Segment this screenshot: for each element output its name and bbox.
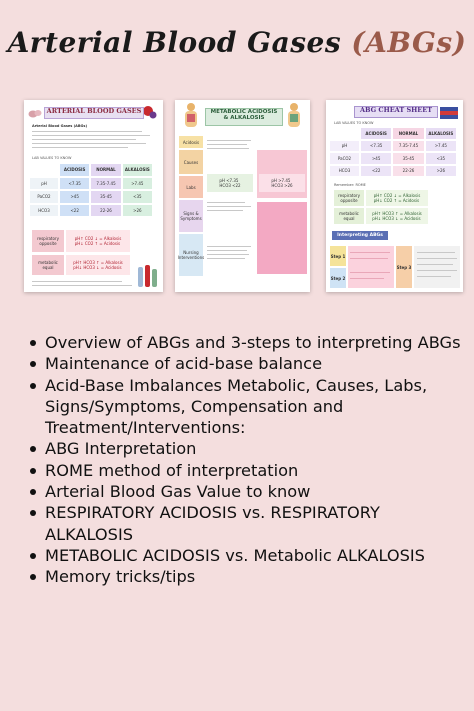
- table-col-header: NORMAL: [91, 164, 120, 176]
- feature-list-item: RESPIRATORY ACIDOSIS vs. RESPIRATORY ALKALOSIS: [24, 502, 469, 545]
- table-cell: >26: [426, 166, 456, 177]
- sheet2-col-acidosis: [205, 136, 255, 288]
- sheet1-values-label: LAB VALUES TO KNOW: [32, 156, 72, 160]
- table-row-label: HCO3: [30, 205, 58, 217]
- table-row-label: pH: [30, 178, 58, 190]
- sheet2-left-label: Acidosis: [179, 136, 203, 148]
- table-col-header: ACIDOSIS: [361, 128, 391, 139]
- feature-list-item: ABG Interpretation: [24, 438, 469, 459]
- sheet1-box1-value: pH↑ CO2 ↓ = Alkalosis pH↓ CO2 ↑ = Acidosis: [66, 230, 130, 252]
- feature-list-item: Memory tricks/tips: [24, 566, 469, 587]
- feature-list-item: ROME method of interpretation: [24, 460, 469, 481]
- sheet2-lab1: pH <7.35 HCO3 <22: [207, 174, 253, 192]
- sheet1-header: ARTERIAL BLOOD GASES: [44, 107, 144, 119]
- table-cell: 7.35-7.45: [91, 178, 120, 190]
- table-row-label: PaCO2: [330, 153, 359, 164]
- blood-cell-icon: [28, 105, 42, 117]
- title-main: Arterial Blood Gases: [7, 26, 342, 59]
- table-col-header: ALKALOSIS: [123, 164, 152, 176]
- sheet3-header: ABG CHEAT SHEET: [354, 106, 438, 118]
- sheet3-interp-label: Interpreting ABGs: [332, 231, 388, 240]
- table-cell: 7.35-7.45: [393, 141, 423, 152]
- sheet2-left-label: Causes: [179, 150, 203, 174]
- body-figure-right-icon: [281, 102, 307, 132]
- sheet3-rome-label: Remember: ROME: [334, 183, 366, 187]
- table-cell: <22: [361, 166, 391, 177]
- test-tube-icon: [136, 263, 158, 289]
- table-cell: <35: [426, 153, 456, 164]
- sheet2-left-label: Labs: [179, 176, 203, 198]
- sheet3-box2-value: pH↑ HCO3 ↑ = Alkalosis pH↓ HCO3 ↓ = Acidosis: [366, 208, 428, 224]
- table-cell: <22: [60, 205, 89, 217]
- table-cell: 35-45: [91, 191, 120, 203]
- sheet1-box1-label: respiratory opposite: [32, 230, 64, 252]
- body-figure-left-icon: [178, 102, 204, 132]
- sheet2-left-label: Signs & Symptoms: [179, 200, 203, 232]
- table-cell: 22-26: [91, 205, 120, 217]
- sheet2-lab2: pH >7.45 HCO3 >26: [259, 174, 305, 192]
- sheet3-step1: Step 1: [330, 246, 346, 266]
- table-row-label: pH: [330, 141, 359, 152]
- table-cell: <35: [123, 191, 152, 203]
- page-title: [0, 26, 474, 59]
- flag-icon: [440, 104, 458, 116]
- sheet2-left-labels: [179, 136, 203, 288]
- sheet3-box2-label: metabolic equal: [334, 208, 364, 224]
- sheet3-values-table: [330, 128, 460, 180]
- sheet1-subheader: Arterial Blood Gases (ABGs): [32, 124, 88, 128]
- table-col-header: NORMAL: [393, 128, 423, 139]
- table-cell: 22-26: [393, 166, 423, 177]
- table-row-label: HCO3: [330, 166, 359, 177]
- sheet3-box1-label: respiratory opposite: [334, 190, 364, 206]
- table-cell: >45: [361, 153, 391, 164]
- feature-list: [24, 332, 469, 588]
- sheet2-left-label: Nursing Interventions: [179, 234, 203, 276]
- feature-list-item: Arterial Blood Gas Value to know: [24, 481, 469, 502]
- sheet3-step2: Step 2: [330, 268, 346, 288]
- table-col-header: ALKALOSIS: [426, 128, 456, 139]
- preview-sheet-overview: [24, 100, 163, 292]
- feature-list-item: Acid-Base Imbalances Metabolic, Causes, Labs, Signs/Symptoms, Compensation and Treatment/Interventions:: [24, 375, 469, 439]
- table-cell: <7.35: [361, 141, 391, 152]
- table-cell: >7.45: [426, 141, 456, 152]
- sheet2-col-alkalosis: [257, 136, 307, 288]
- sheet1-box2-value: pH↑ HCO3 ↑ = Alkalosis pH↓ HCO3 ↓ = Acidosis: [66, 255, 130, 275]
- preview-sheet-cheat-sheet: [326, 100, 463, 292]
- table-row-label: PaCO2: [30, 191, 58, 203]
- sheet1-box2-label: metabolic equal: [32, 255, 64, 275]
- sheet3-values-label: LAB VALUES TO KNOW: [334, 121, 374, 125]
- table-cell: 35-45: [393, 153, 423, 164]
- table-cell: >45: [60, 191, 89, 203]
- feature-list-item: Overview of ABGs and 3-steps to interpreting ABGs: [24, 332, 469, 353]
- feature-list-item: Maintenance of acid-base balance: [24, 353, 469, 374]
- sheet1-values-table: [30, 164, 156, 220]
- feature-list-item: METABOLIC ACIDOSIS vs. Metabolic ALKALOSIS: [24, 545, 469, 566]
- title-accent: (ABGs): [351, 26, 467, 59]
- preview-sheet-metabolic: [175, 100, 310, 292]
- sheet3-box1-value: pH↑ CO2 ↓ = Alkalosis pH↓ CO2 ↑ = Acidosis: [366, 190, 428, 206]
- table-cell: >7.45: [123, 178, 152, 190]
- sheet3-step3: Step 3: [396, 246, 412, 288]
- table-cell: >26: [123, 205, 152, 217]
- blood-drop-icon: [142, 103, 158, 121]
- table-col-header: ACIDOSIS: [60, 164, 89, 176]
- sheet2-header: METABOLIC ACIDOSIS & ALKALOSIS: [205, 108, 283, 126]
- table-cell: <7.35: [60, 178, 89, 190]
